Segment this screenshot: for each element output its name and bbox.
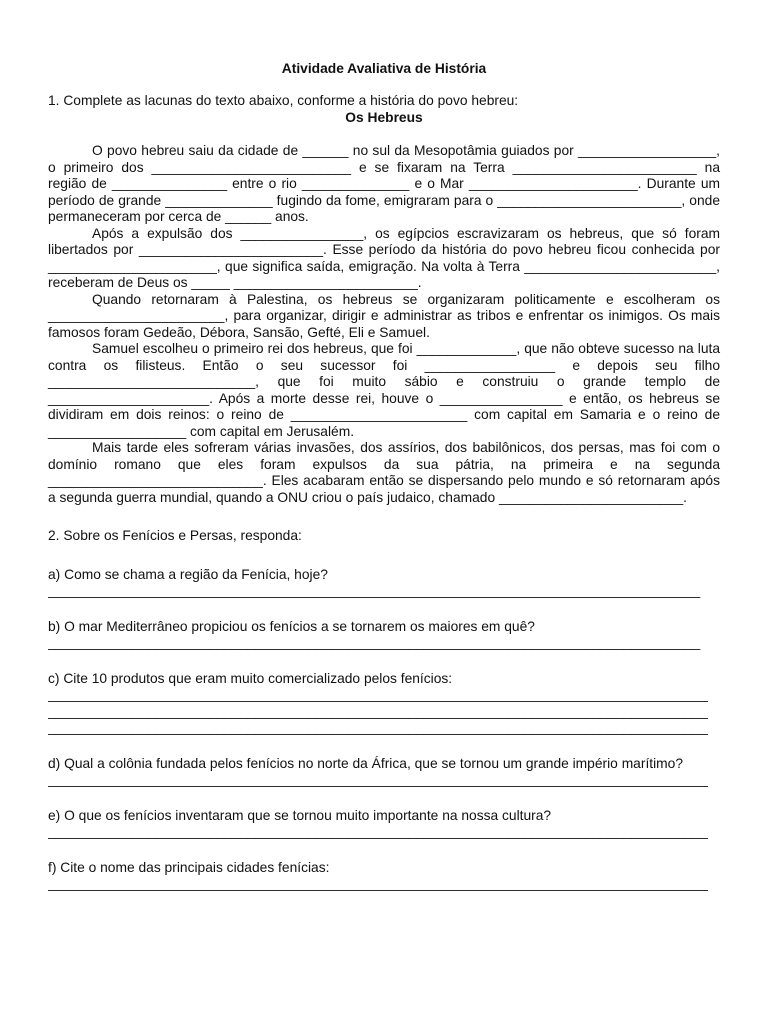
paragraph-2: Após a expulsão dos ________________, os egípcios escravizaram os hebreus, que só foram libertados por ________________________. Esse período da história do povo hebreu ficou conhecida por ______________________, que significa saída, emigração. Na volta à Terra _________________________, receberam de Deus os _____ ________________________.: [48, 225, 720, 290]
paragraph-3: Quando retornaram à Palestina, os hebreus se organizaram politicamente e escolheram os _______________________, para organizar, dirigir e administrar as tribos e enfrentar os inimigos. Os mais famosos foram Gedeão, Débora, Sansão, Gefté, Eli e Samuel.: [48, 291, 720, 340]
question-text: a) Como se chama a região da Fenícia, hoje?: [48, 566, 328, 582]
answer-line: ______________________________________________________________________________________: [48, 720, 708, 735]
answer-line: ______________________________________________________________________________________: [48, 772, 708, 787]
question-item-e: [48, 808, 720, 841]
page-title: Atividade Avaliativa de História: [281, 61, 487, 76]
paragraph-4: Samuel escolheu o primeiro rei dos hebreus, que foi _____________, que não obteve sucesso na luta contra os filisteus. Então o seu sucessor foi _________________ e depois seu filho ___________________________, que foi muito sábio e construiu o grande templo de _____________________. Após a morte desse rei, houve o ________________ e então, os hebreus se dividiram em dois reinos: o reino de _______________________ com capital em Samaria e o reino de __________________ com capital em Jerusalém.: [48, 341, 720, 439]
question-text: d) Qual a colônia fundada pelos fenícios no norte da África, que se tornou um grande império marítimo?: [48, 755, 684, 771]
question-text: b) O mar Mediterrâneo propiciou os fenícios a se tornarem os maiores em quê?: [48, 618, 535, 634]
question-1-instruction: 1. Complete as lacunas do texto abaixo, conforme a história do povo hebreu:: [48, 93, 519, 108]
question-item-f: [48, 860, 720, 893]
question-item-a: [48, 567, 720, 600]
paragraph-5: Mais tarde eles sofreram várias invasões, dos assírios, dos babilônicos, dos persas, mas foi com o domínio romano que eles foram expulsos da sua pátria, na primeira e na segunda ____________________________. Eles acabaram então se dispersando pelo mundo e só retornaram após a segunda guerra mundial, quando a ONU criou o país judaico, chamado ________________________.: [48, 440, 720, 505]
question-item-c: [48, 671, 720, 737]
question-2-instruction: 2. Sobre os Fenícios e Persas, responda:: [48, 528, 302, 543]
answer-line: _____________________________________________________________________________________: [48, 635, 701, 650]
answer-line: ______________________________________________________________________________________: [48, 687, 708, 702]
answer-line: ______________________________________________________________________________________: [48, 824, 708, 839]
answer-line: ______________________________________________________________________________________: [48, 703, 708, 719]
paragraph-1: O povo hebreu saiu da cidade de ______ no sul da Mesopotâmia guiados por __________________, o primeiro dos __________________________ e se fixaram na Terra ________________________ na região de _______________ entre o rio ______________ e o Mar ______________________. Durante um período de grande ______________ fugindo da fome, emigraram para o ________________________, onde permaneceram por cerca de ______ anos.: [48, 143, 720, 224]
question-text: f) Cite o nome das principais cidades fenícias:: [48, 859, 330, 875]
question-text: c) Cite 10 produtos que eram muito comercializado pelos fenícios:: [48, 670, 453, 686]
question-text: e) O que os fenícios inventaram que se tornou muito importante na nossa cultura?: [48, 807, 552, 823]
question-item-d: [48, 756, 720, 789]
answer-line: ______________________________________________________________________________________: [48, 876, 708, 891]
answer-line: _____________________________________________________________________________________: [48, 583, 701, 598]
question-item-b: [48, 619, 720, 652]
section-subtitle: Os Hebreus: [345, 109, 423, 125]
